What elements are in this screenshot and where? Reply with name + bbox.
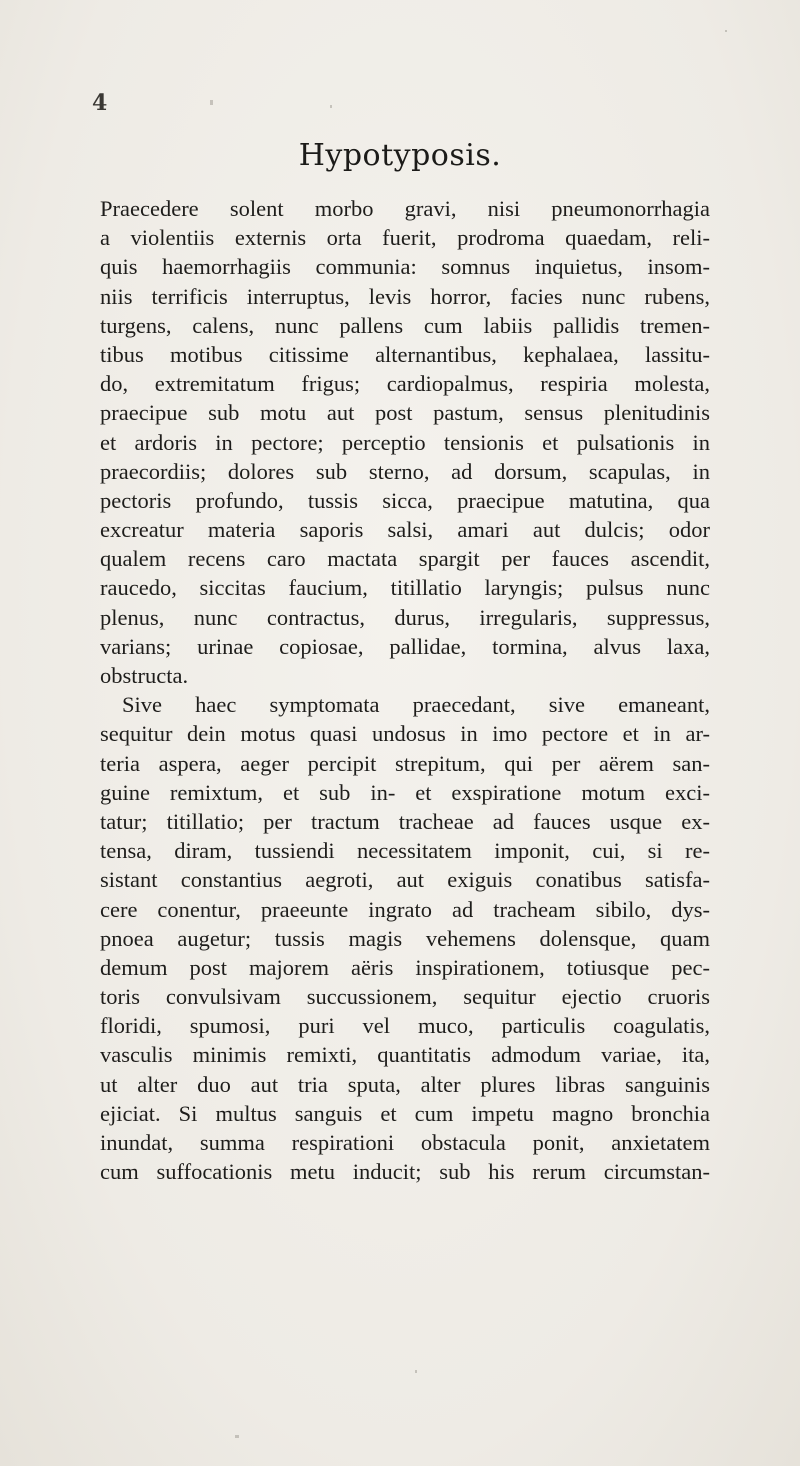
text-line: cum suffocationis metu inducit; sub his rerum circumstan- — [100, 1159, 710, 1185]
text-line: guine remixtum, et sub in- et exspiratione motum exci- — [100, 779, 710, 805]
paragraph — [100, 690, 710, 1186]
text-line: vasculis minimis remixti, quantitatis admodum variae, ita, — [100, 1042, 710, 1068]
text-line: floridi, spumosi, puri vel muco, particulis coagulatis, — [100, 1013, 710, 1039]
paper-speck — [235, 1435, 239, 1438]
text-line: sistant constantius aegroti, aut exiguis conatibus satisfa- — [100, 867, 710, 893]
text-line: praecipue sub motu aut post pastum, sensus plenitudinis — [100, 400, 710, 426]
paper-speck — [210, 100, 213, 105]
text-line: toris convulsivam succussionem, sequitur ejectio cruoris — [100, 984, 710, 1010]
text-line: plenus, nunc contractus, durus, irregularis, suppressus, — [100, 604, 710, 630]
text-line: raucedo, siccitas faucium, titillatio laryngis; pulsus nunc — [100, 575, 710, 601]
text-line: ut alter duo aut tria sputa, alter plures libras sanguinis — [100, 1071, 710, 1097]
text-line: et ardoris in pectore; perceptio tensionis et pulsationis in — [100, 429, 710, 455]
body-text — [100, 194, 710, 1186]
text-line: varians; urinae copiosae, pallidae, tormina, alvus laxa, — [100, 633, 710, 659]
text-line: a violentiis externis orta fuerit, prodroma quaedam, reli- — [100, 225, 710, 251]
text-line: Praecedere solent morbo gravi, nisi pneumonorrhagia — [100, 196, 710, 221]
text-line: turgens, calens, nunc pallens cum labiis pallidis tremen- — [100, 312, 710, 338]
text-line: tensa, diram, tussiendi necessitatem imponit, cui, si re- — [100, 838, 710, 864]
text-line: excreatur materia saporis salsi, amari aut dulcis; odor — [100, 517, 710, 543]
text-line: tatur; titillatio; per tractum tracheae ad fauces usque ex- — [100, 808, 710, 834]
text-line: praecordiis; dolores sub sterno, ad dorsum, scapulas, in — [100, 458, 710, 484]
text-line: inundat, summa respirationi obstacula ponit, anxietatem — [100, 1130, 710, 1155]
text-line: pectoris profundo, tussis sicca, praecipue matutina, qua — [100, 487, 710, 513]
text-line: sequitur dein motus quasi undosus in imo pectore et in ar- — [100, 721, 710, 747]
text-line: obstructa. — [100, 663, 189, 688]
page-number: 4 — [92, 90, 108, 116]
text-line: ejiciat. Si multus sanguis et cum impetu magno bronchia — [100, 1100, 710, 1126]
text-line: qualem recens caro mactata spargit per fauces ascendit, — [100, 546, 710, 572]
page-title: Hypotyposis. — [298, 138, 502, 173]
text-line: do, extremitatum frigus; cardiopalmus, respiria molesta, — [100, 371, 710, 397]
paper-speck — [415, 1370, 417, 1373]
text-line: demum post majorem aëris inspirationem, totiusque pec- — [100, 954, 710, 980]
text-line: tibus motibus citissime alternantibus, kephalaea, lassitu- — [100, 341, 710, 367]
text-line: Sive haec symptomata praecedant, sive emaneant, — [122, 692, 710, 718]
text-line: niis terrificis interruptus, levis horror, facies nunc rubens, — [100, 283, 710, 309]
paper-speck — [725, 30, 727, 32]
text-line: teria aspera, aeger percipit strepitum, qui per aërem san- — [100, 750, 710, 776]
text-line: pnoea augetur; tussis magis vehemens dolensque, quam — [100, 925, 710, 951]
text-line: cere conentur, praeeunte ingrato ad tracheam sibilo, dys- — [100, 896, 710, 922]
text-line: quis haemorrhagiis communia: somnus inquietus, insom- — [100, 254, 710, 280]
paragraph — [100, 194, 710, 690]
paper-speck — [330, 105, 332, 108]
